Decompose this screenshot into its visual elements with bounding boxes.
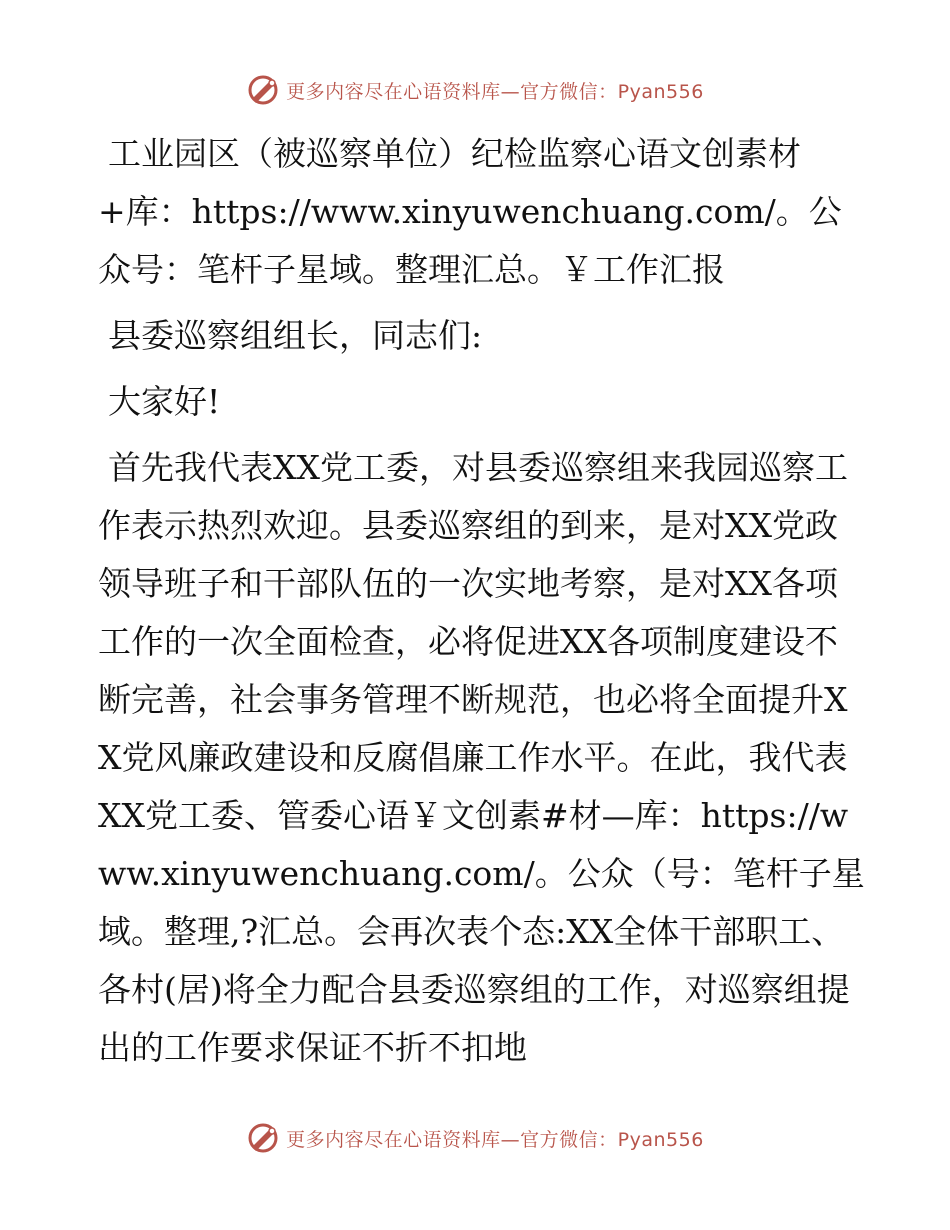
document-paragraph-1: 工业园区（被巡察单位）纪检监察心语文创素材+库：https://www.xinyuwenchuang.com/。公众号：笔杆子星域。整理汇总。￥工作汇报 [98,134,842,289]
footer-banner [0,1118,950,1158]
greeting-paragraph: 大家好! [108,382,221,421]
pen-logo-icon [246,1121,280,1155]
pen-logo-icon [246,73,280,107]
document-body [98,125,868,1077]
footer-banner-text: 更多内容尽在心语资料库—官方微信：Pyan556 [286,1128,704,1151]
salutation-paragraph: 县委巡察组组长，同志们: [108,316,483,355]
header-banner [0,70,950,110]
document-paragraph-main: 首先我代表XX党工委，对县委巡察组来我园巡察工作表示热烈欢迎。县委巡察组的到来，是对XX党政领导班子和干部队伍的一次实地考察，是对XX各项工作的一次全面检查，必将促进XX各项制度建设不断完善，社会事务管理不断规范，也必将全面提升XX党风廉政建设和反腐倡廉工作水平。在此，我代表XX党工委、管委心语￥文创素#材—库：https://www.xinyuwenchuang.com/。公众（号：笔杆子星域。整理,?汇总。会再次表个态:XX全体干部职工、各村(居)将全力配合县委巡察组的工作，对巡察组提出的工作要求保证不折不扣地 [98,448,865,1067]
header-banner-text: 更多内容尽在心语资料库—官方微信：Pyan556 [286,80,704,103]
